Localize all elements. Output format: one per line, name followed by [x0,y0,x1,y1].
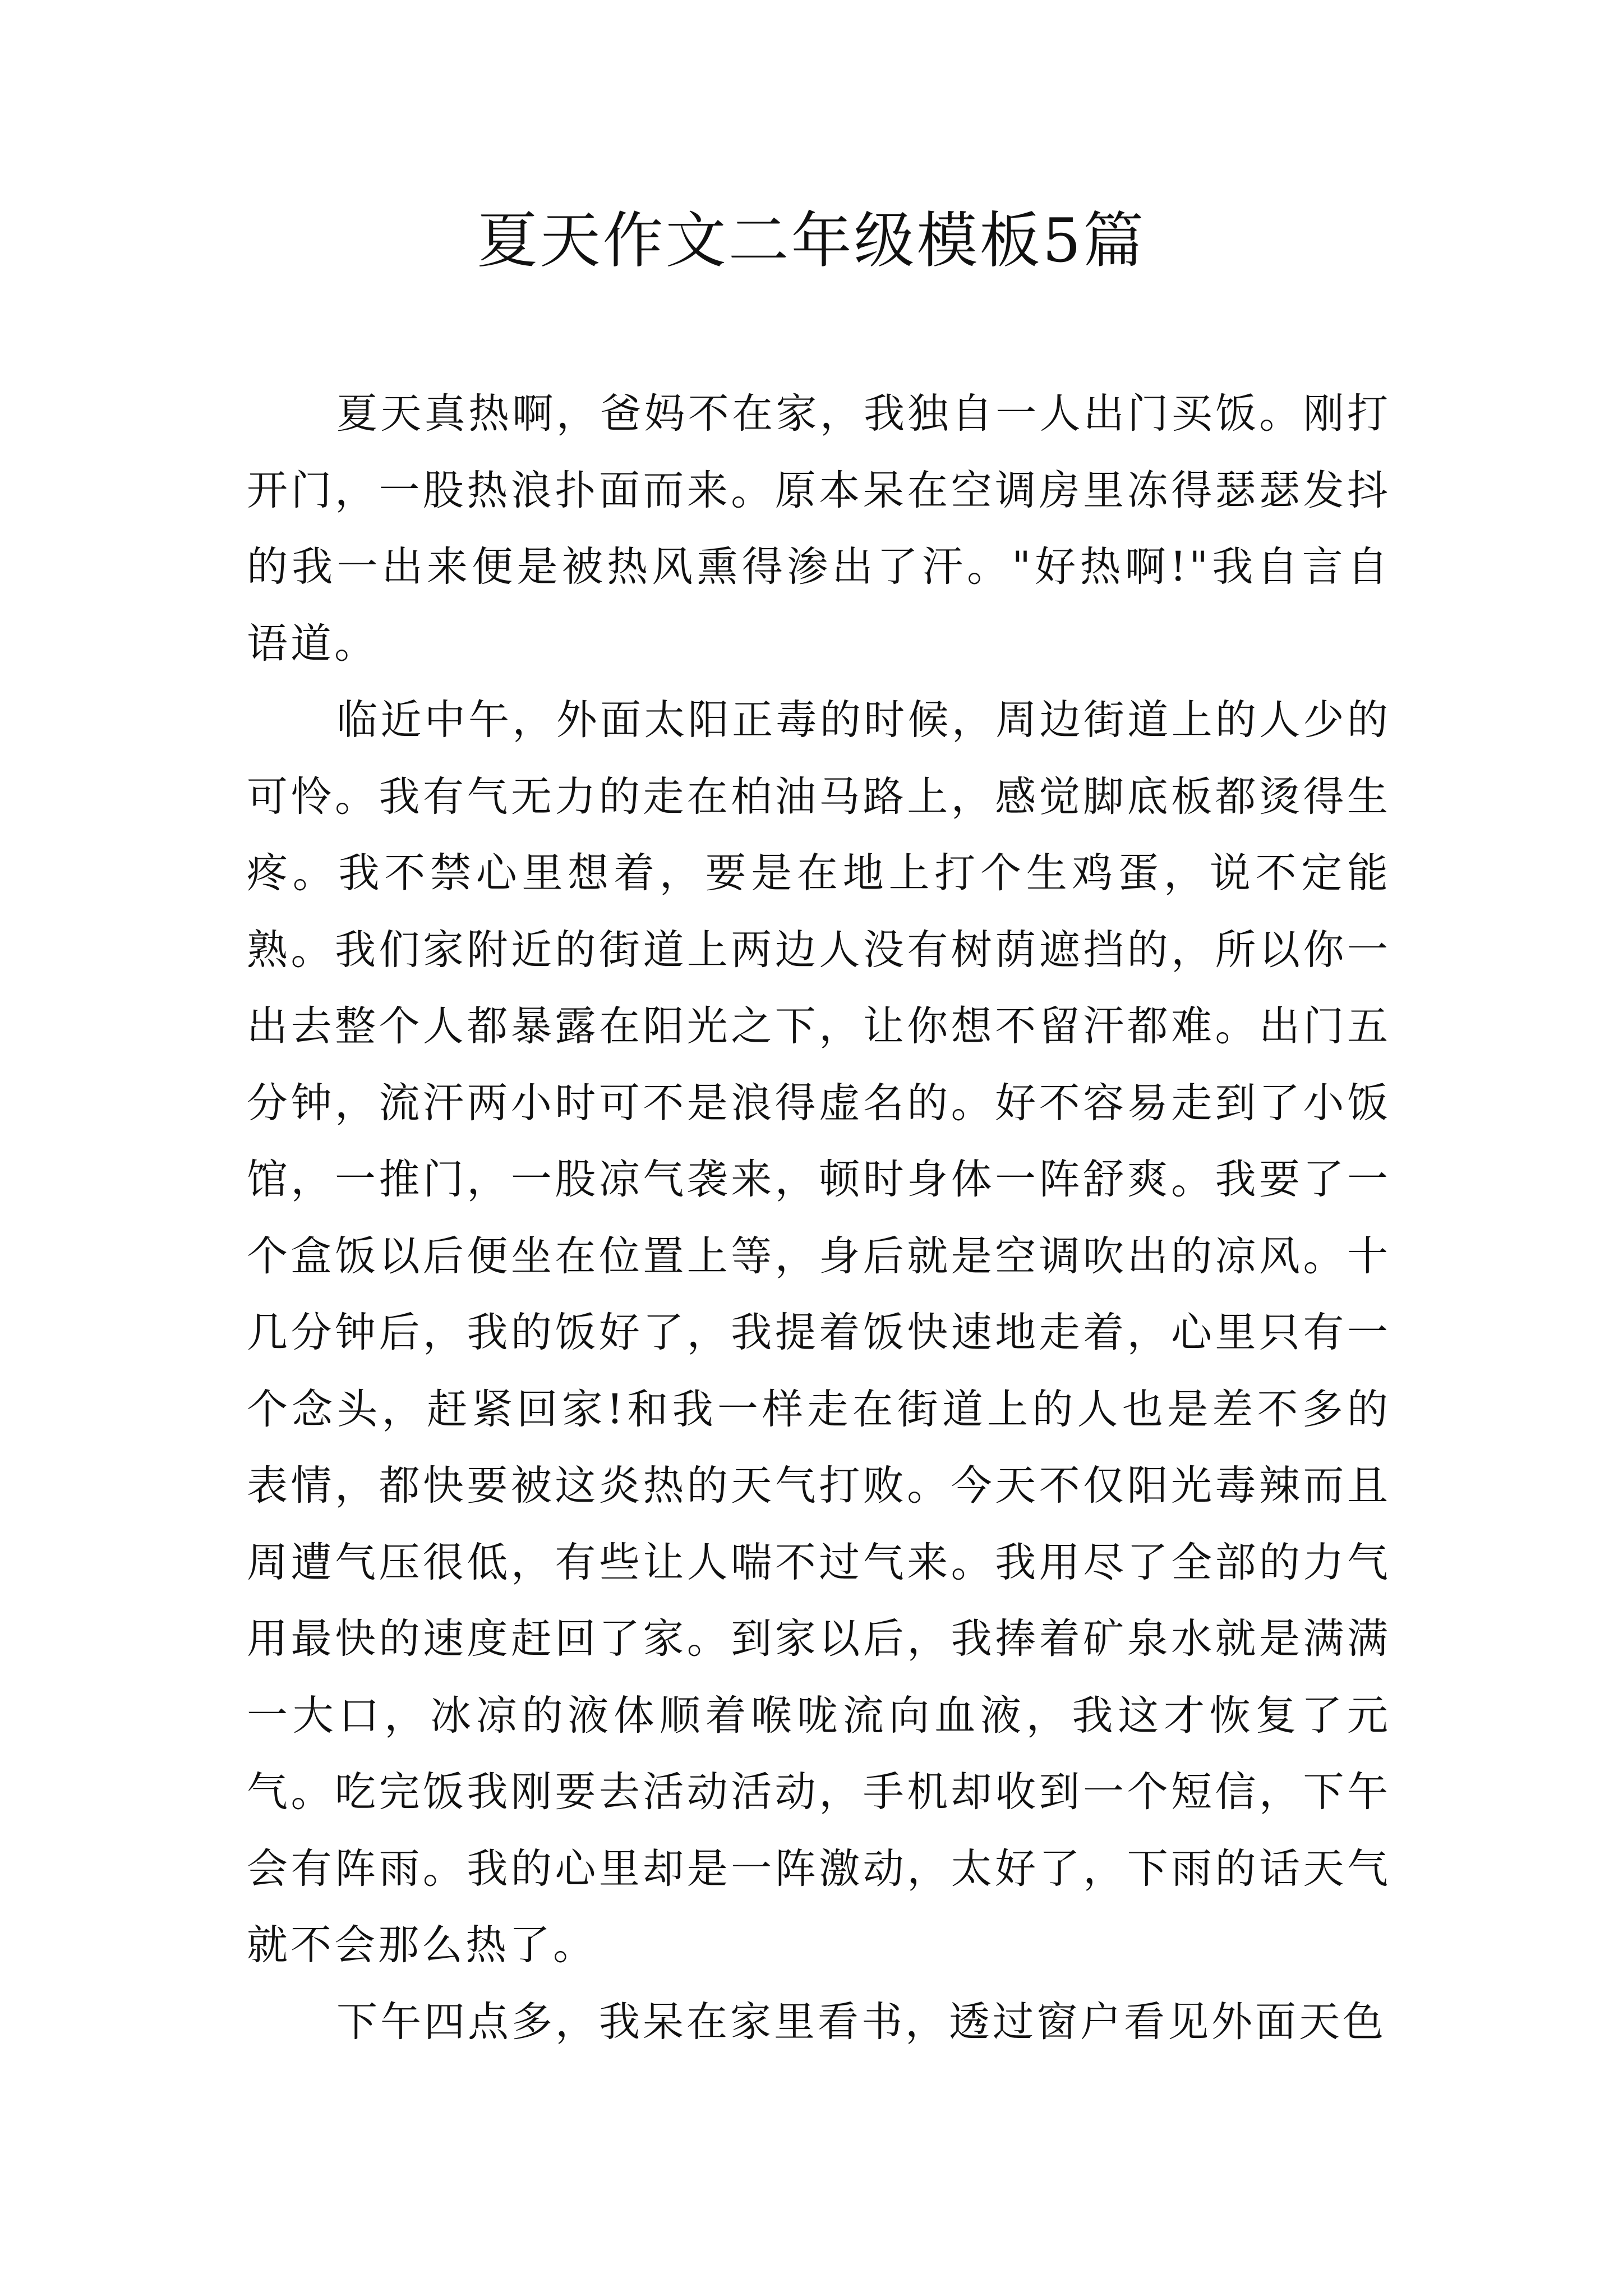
paragraph: 临近中午，外面太阳正毒的时候，周边街道上的人少的可怜。我有气无力的走在柏油马路上，感觉脚底板都烫得生疼。我不禁心里想着，要是在地上打个生鸡蛋，说不定能熟。我们家附近的街道上两边人没有树荫遮挡的，所以你一出去整个人都暴露在阳光之下，让你想不留汗都难。出门五分钟，流汗两小时可不是浪得虚名的。好不容易走到了小饭馆，一推门，一股凉气袭来，顿时身体一阵舒爽。我要了一个盒饭以后便坐在位置上等，身后就是空调吹出的凉风。十几分钟后，我的饭好了，我提着饭快速地走着，心里只有一个念头，赶紧回家!和我一样走在街道上的人也是差不多的表情，都快要被这炎热的天气打败。今天不仅阳光毒辣而且周遭气压很低，有些让人喘不过气来。我用尽了全部的力气用最快的速度赶回了家。到家以后，我捧着矿泉水就是满满一大口，冰凉的液体顺着喉咙流向血液，我这才恢复了元气。吃完饭我刚要去活动活动，手机却收到一个短信，下午会有阵雨。我的心里却是一阵激动，太好了，下雨的话天气就不会那么热了。 [247,696,1391,1969]
paragraph: 下午四点多，我呆在家里看书，透过窗户看见外面天色 [336,1998,1386,2046]
document-body [247,376,1391,2227]
document-title: 夏天作文二年级模板5篇 [477,206,1146,276]
paragraph: 夏天真热啊，爸妈不在家，我独自一人出门买饭。刚打开门，一股热浪扑面而来。原本呆在空调房里冻得瑟瑟发抖的我一出来便是被热风熏得渗出了汗。"好热啊!"我自言自语道。 [247,390,1391,668]
